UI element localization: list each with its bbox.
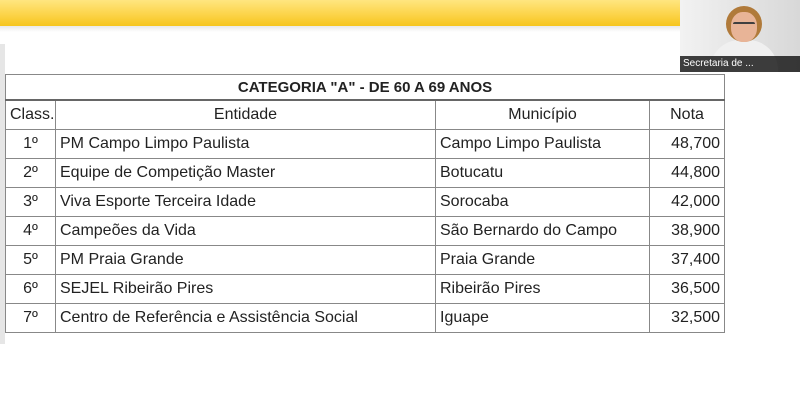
cell-nota: 36,500 xyxy=(650,275,725,304)
header-class: Class. xyxy=(6,100,56,130)
presentation-top-bar xyxy=(0,0,680,26)
cell-municipio: Iguape xyxy=(436,304,650,333)
header-entidade: Entidade xyxy=(56,100,436,130)
table-row xyxy=(6,275,725,304)
participant-video-tile[interactable] xyxy=(680,0,800,72)
cell-nota: 42,000 xyxy=(650,188,725,217)
cell-municipio: Ribeirão Pires xyxy=(436,275,650,304)
cell-entidade: PM Praia Grande xyxy=(56,246,436,275)
cell-entidade: Viva Esporte Terceira Idade xyxy=(56,188,436,217)
table-header-row xyxy=(6,100,725,130)
results-table xyxy=(5,74,725,333)
cell-nota: 37,400 xyxy=(650,246,725,275)
table-row xyxy=(6,217,725,246)
table-row xyxy=(6,130,725,159)
header-municipio: Município xyxy=(436,100,650,130)
table-row xyxy=(6,304,725,333)
cell-entidade: SEJEL Ribeirão Pires xyxy=(56,275,436,304)
top-bar-shadow xyxy=(0,26,680,32)
cell-municipio: Botucatu xyxy=(436,159,650,188)
table-title-row xyxy=(6,75,725,101)
cell-class: 4º xyxy=(6,217,56,246)
cell-municipio: São Bernardo do Campo xyxy=(436,217,650,246)
cell-nota: 44,800 xyxy=(650,159,725,188)
cell-entidade: Equipe de Competição Master xyxy=(56,159,436,188)
table-row xyxy=(6,246,725,275)
cell-municipio: Praia Grande xyxy=(436,246,650,275)
participant-name-label: Secretaria de ... xyxy=(680,56,800,72)
cell-class: 1º xyxy=(6,130,56,159)
cell-class: 7º xyxy=(6,304,56,333)
cell-nota: 38,900 xyxy=(650,217,725,246)
table-row xyxy=(6,188,725,217)
cell-municipio: Sorocaba xyxy=(436,188,650,217)
cell-nota: 32,500 xyxy=(650,304,725,333)
cell-class: 3º xyxy=(6,188,56,217)
cell-nota: 48,700 xyxy=(650,130,725,159)
cell-class: 5º xyxy=(6,246,56,275)
cell-municipio: Campo Limpo Paulista xyxy=(436,130,650,159)
cell-class: 2º xyxy=(6,159,56,188)
participant-glasses xyxy=(733,22,755,29)
cell-entidade: Campeões da Vida xyxy=(56,217,436,246)
cell-entidade: PM Campo Limpo Paulista xyxy=(56,130,436,159)
cell-class: 6º xyxy=(6,275,56,304)
header-nota: Nota xyxy=(650,100,725,130)
cell-entidade: Centro de Referência e Assistência Social xyxy=(56,304,436,333)
table-title: CATEGORIA "A" - DE 60 A 69 ANOS xyxy=(6,75,725,101)
table-row xyxy=(6,159,725,188)
